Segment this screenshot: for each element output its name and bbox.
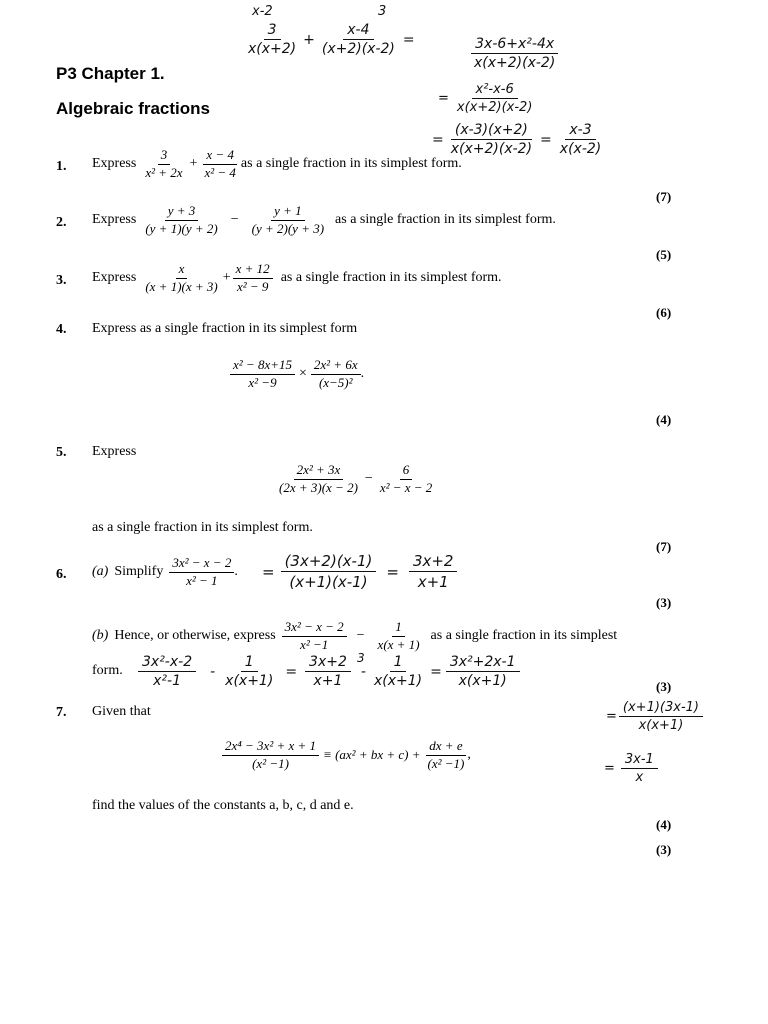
q2-fraction-1 <box>142 204 220 237</box>
q4-f2-num: 2x² + 6x <box>311 358 361 375</box>
hw-top-r3-num: (x-3)(x+2) <box>451 122 532 140</box>
hw-top-r2-den: x(x+2)(x-2) <box>456 100 533 115</box>
hw-q6b-minus2: - <box>360 663 366 680</box>
q2-f2-den: (y + 2)(y + 3) <box>251 220 325 236</box>
hw-top-r4-den: x(x-2) <box>559 141 602 157</box>
hw-top-f1-den: x(x+2) <box>248 41 297 57</box>
hw-top-r1-den: x(x+2)(x-2) <box>474 55 556 71</box>
q6a-text: Simplify <box>114 564 164 580</box>
hw-q6a-num: (3x+2)(x-1) <box>281 552 377 572</box>
q1-f2-num: x − 4 <box>203 148 237 165</box>
hw-top-frac2 <box>318 22 399 57</box>
hw-top-r2-eq: = <box>438 91 449 106</box>
q4-f1-den: x² −9 <box>248 374 277 390</box>
hw-q6b-f6-num: (x+1)(3x-1) <box>619 700 703 717</box>
hw-top-r2 <box>453 82 537 115</box>
hw-q6b-line3 <box>604 752 658 785</box>
question-number-2: 2. <box>56 215 67 230</box>
q6b-f2-num: 1 <box>392 620 405 637</box>
hw-top-r3-eq2: = <box>540 131 552 148</box>
q5-f1-num: 2x² + 3x <box>294 463 344 480</box>
hw-top-line1 <box>244 22 419 57</box>
q4-f1-num: x² − 8x+15 <box>230 358 295 375</box>
hw-q6a-frac <box>281 552 377 591</box>
q2-f2-num: y + 1 <box>271 204 305 221</box>
hw-q6b-above: 3 <box>357 651 365 665</box>
hw-q6b-f6-den: x(x+1) <box>638 718 684 733</box>
q2-post: as a single fraction in its simplest form. <box>335 212 556 228</box>
q7-marks: (4) <box>656 817 672 832</box>
q2-op: − <box>230 212 239 228</box>
question-2 <box>92 204 556 237</box>
hw-top-r1-num: 3x-6+x²-4x <box>471 36 558 54</box>
q5-f1-den: (2x + 3)(x − 2) <box>279 479 358 495</box>
question-1 <box>92 148 462 181</box>
q6a-num: 3x² − x − 2 <box>169 556 234 573</box>
q6a <box>92 556 238 589</box>
q3-f1-num: x <box>176 262 188 279</box>
q5-text: Express <box>92 444 137 459</box>
hw-q6b-f3-den: x+1 <box>313 673 343 689</box>
hw-q6b-f4-den: x(x+1) <box>373 673 423 689</box>
hw-q6b-f2-num: 1 <box>241 654 258 672</box>
q2-f1-num: y + 3 <box>165 204 199 221</box>
q5-marks: (7) <box>656 539 672 554</box>
q6a-den: x² − 1 <box>186 572 218 588</box>
hw-q6b-eq3: = <box>606 709 617 724</box>
hw-q6a-result <box>409 552 458 591</box>
hw-q6b-eq4: = <box>604 761 615 776</box>
q6b-fraction-2 <box>375 620 423 653</box>
hw-top-plus: + <box>303 31 315 48</box>
hw-q6b-f6 <box>619 700 703 733</box>
hw-top-above-right: 3 <box>378 4 387 19</box>
question-number-3: 3. <box>56 273 67 288</box>
q5-expression <box>276 463 435 496</box>
hw-q6b-f1 <box>138 654 196 689</box>
hw-top-r2-num: x²-x-6 <box>472 82 518 99</box>
hw-q6a-eq: = <box>262 562 275 581</box>
hw-q6b-f7-num: 3x-1 <box>621 752 658 769</box>
hw-q6b-f5-num: 3x²+2x-1 <box>446 654 520 672</box>
q1-f2-den: x² − 4 <box>204 164 236 180</box>
hw-top-eq: = <box>402 31 415 48</box>
hw-q6b-f2 <box>221 654 277 689</box>
q4-expression <box>230 358 364 391</box>
q6b-f1-num: 3x² − x − 2 <box>282 620 347 637</box>
hw-q6b-f4 <box>370 654 426 689</box>
page-subtitle: Algebraic fractions <box>56 99 210 118</box>
q3-op: + <box>222 270 231 286</box>
hw-q6b-line <box>138 654 520 689</box>
hw-q6b-f7 <box>621 752 658 785</box>
hw-top-f2-num: x-4 <box>343 22 373 40</box>
q6b-label: (b) <box>92 628 109 644</box>
question-number-1: 1. <box>56 159 67 174</box>
q2-f1-den: (y + 1)(y + 2) <box>145 220 218 236</box>
q6a-marks: (3) <box>656 595 672 610</box>
hw-top-above-left: x-2 <box>252 4 273 19</box>
q2-marks: (5) <box>656 247 672 262</box>
hw-q6b-line2 <box>606 700 703 733</box>
q3-marks: (6) <box>656 305 672 320</box>
q5-fraction-2 <box>377 463 435 496</box>
q1-f1-den: x² + 2x <box>145 164 183 180</box>
q3-post: as a single fraction in its simplest form. <box>280 270 502 286</box>
q5-f2-num: 6 <box>400 463 413 480</box>
question-3 <box>92 262 502 295</box>
hw-q6b-f3 <box>305 654 351 689</box>
q6b-fraction-1 <box>282 620 347 653</box>
hw-q6b-f1-den: x²-1 <box>153 673 181 689</box>
q6a-fraction <box>169 556 234 589</box>
q6a-end: . <box>234 564 238 580</box>
hw-top-r4-num: x-3 <box>565 122 595 140</box>
hw-q6b-f2-den: x(x+1) <box>225 673 274 689</box>
q4-op: × <box>298 366 307 382</box>
hw-q6a-eq2: = <box>386 562 399 581</box>
q3-fraction-1 <box>142 262 220 295</box>
question-number-6: 6. <box>56 567 67 582</box>
q1-f1-num: 3 <box>158 148 171 165</box>
hw-top-frac1 <box>244 22 300 57</box>
q7-rhs-den: (x² −1) <box>427 755 465 771</box>
q2-pre: Express <box>92 212 137 228</box>
hw-q6b-minus: - <box>210 663 216 680</box>
q6a-label: (a) <box>92 564 109 580</box>
q3-f2-num: x + 12 <box>233 262 273 279</box>
q7-text: Given that <box>92 704 151 719</box>
q5-fraction-1 <box>276 463 361 496</box>
hw-top-r1 <box>470 36 559 71</box>
q7-identity <box>222 739 471 772</box>
page-title: P3 Chapter 1. <box>56 64 165 83</box>
hw-top-line1-result <box>470 36 559 71</box>
q6b-f2-den: x(x + 1) <box>377 636 420 652</box>
hw-q6a-r-num: 3x+2 <box>409 552 458 572</box>
hw-q6b-f1-num: 3x²-x-2 <box>138 654 196 672</box>
q7-rhs <box>425 739 468 772</box>
question-number-7: 7. <box>56 705 67 720</box>
q4-text: Express as a single fraction in its simplest form <box>92 321 358 336</box>
q7-lhs-num: 2x⁴ − 3x² + x + 1 <box>222 739 319 756</box>
q7-marks-2: (3) <box>656 842 672 857</box>
q5-f2-den: x² − x − 2 <box>379 479 433 495</box>
q7-lhs <box>222 739 319 772</box>
hw-q6b-f3-num: 3x+2 <box>305 654 351 672</box>
q4-end: . <box>360 366 365 382</box>
q7-rhs-num: dx + e <box>426 739 465 756</box>
q7-find: find the values of the constants a, b, c, d and e. <box>92 798 354 813</box>
hw-q6a-den: (x+1)(x-1) <box>289 573 368 591</box>
q3-f1-den: (x + 1)(x + 3) <box>145 278 218 294</box>
q1-fraction-1 <box>142 148 185 181</box>
q6b-op: − <box>356 628 365 644</box>
hw-top-line2 <box>438 82 536 115</box>
q4-marks: (4) <box>656 412 672 427</box>
hw-top-r3-eq: = <box>432 131 444 148</box>
q7-mid: ≡ (ax² + bx + c) + <box>323 747 421 763</box>
hw-q6b-f7-den: x <box>635 770 644 785</box>
q7-end: , <box>467 747 471 763</box>
hw-top-f1-num: 3 <box>264 22 281 40</box>
q6b-post: as a single fraction in its simplest <box>430 628 618 644</box>
q3-fraction-2 <box>233 262 273 295</box>
hw-q6a <box>262 552 457 591</box>
question-number-4: 4. <box>56 322 67 337</box>
q5-post: as a single fraction in its simplest form. <box>92 520 313 535</box>
q4-fraction-2 <box>311 358 361 391</box>
q3-f2-den: x² − 9 <box>236 278 269 294</box>
hw-top-r4 <box>556 122 605 157</box>
q6b-text: Hence, or otherwise, express <box>114 628 276 644</box>
hw-q6b-f4-num: 1 <box>390 654 407 672</box>
hw-q6a-r-den: x+1 <box>417 573 449 591</box>
q6b-marks: (3) <box>656 679 672 694</box>
q6b <box>92 620 617 653</box>
q4-f2-den: (x−5)² <box>318 374 353 390</box>
question-number-5: 5. <box>56 445 67 460</box>
q4-fraction-1 <box>230 358 295 391</box>
q1-pre: Express <box>92 156 137 172</box>
q6b-post2: form. <box>92 663 123 678</box>
hw-q6b-eq2: = <box>430 663 442 680</box>
q1-marks: (7) <box>656 189 672 204</box>
q5-op: − <box>364 471 373 487</box>
hw-q6b-eq: = <box>285 663 298 680</box>
hw-top-f2-den: (x+2)(x-2) <box>321 41 395 57</box>
q1-fraction-2 <box>201 148 238 181</box>
hw-q6b-f5-den: x(x+1) <box>458 673 507 689</box>
q1-post: as a single fraction in its simplest form. <box>240 156 462 172</box>
q7-lhs-den: (x² −1) <box>252 755 289 771</box>
q2-fraction-2 <box>249 204 327 237</box>
q6b-f1-den: x² −1 <box>300 636 329 652</box>
q1-op: + <box>189 156 198 172</box>
hw-top-r3-den: x(x+2)(x-2) <box>450 141 533 157</box>
hw-q6b-f5 <box>446 654 520 689</box>
q3-pre: Express <box>92 270 137 286</box>
